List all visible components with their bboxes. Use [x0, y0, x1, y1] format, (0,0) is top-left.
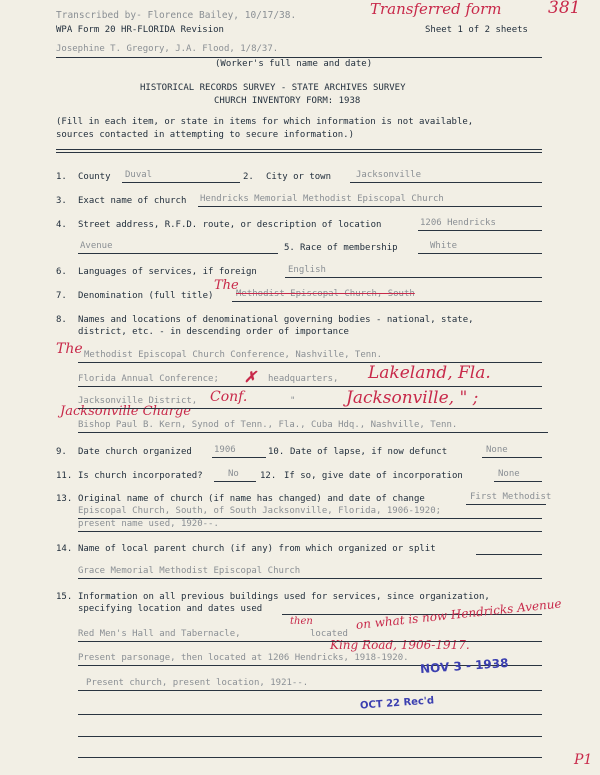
buildings-rule-6 — [78, 736, 542, 737]
transferred-form-note: Transferred form — [370, 0, 502, 18]
original-name-rule-1 — [466, 504, 546, 505]
item-11-num: 11. — [56, 471, 73, 481]
organized-value: 1906 — [214, 445, 236, 455]
incorporated-rule — [214, 481, 256, 482]
form-revision: WPA Form 20 HR-FLORIDA Revision — [56, 25, 224, 35]
buildings-line-3: Present church, present location, 1921--. — [86, 678, 309, 688]
original-name-value-3: present name used, 1920--. — [78, 519, 219, 529]
item-11-label: Is church incorporated? — [78, 471, 203, 481]
item-15-label-1: Information on all previous buildings used for services, since organization, — [78, 592, 490, 602]
item-8-num: 8. — [56, 315, 67, 325]
race-value: White — [430, 241, 458, 251]
lapse-rule — [482, 457, 542, 458]
workers-names: Josephine T. Gregory, J.A. Flood, 1/8/37. — [56, 44, 279, 54]
transcribed-by: Transcribed by- Florence Bailey, 10/17/38. — [56, 10, 297, 21]
item-13-num: 13. — [56, 494, 73, 504]
worker-caption: (Worker's full name and date) — [215, 59, 373, 69]
instructions-line2: sources contacted in attempting to secure information.) — [56, 130, 355, 140]
workers-rule — [56, 57, 542, 58]
church-name-value: Hendricks Memorial Methodist Episcopal Church — [200, 194, 444, 204]
parent-church-rule-1 — [476, 554, 542, 555]
gov-line-3: Jacksonville District, — [78, 396, 198, 406]
nov-received-stamp: NOV 3 - 1938 — [419, 655, 509, 677]
buildings-hand-2: King Road, 1906-1917. — [330, 638, 470, 652]
oct-received-stamp: OCT 22 Rec'd — [359, 695, 435, 712]
item-6-num: 6. — [56, 267, 67, 277]
item-4-num: 4. — [56, 220, 67, 230]
form-title: CHURCH INVENTORY FORM: 1938 — [214, 96, 361, 106]
buildings-rule-5 — [78, 714, 542, 715]
gov-line-3-quote: " — [290, 396, 296, 406]
gov-line-3-hand-c: Jacksonville Charge — [60, 404, 191, 419]
denomination-rule — [232, 301, 542, 302]
item-15-label-2: specifying location and dates used — [78, 604, 263, 614]
language-rule — [285, 277, 542, 278]
original-name-rule-3 — [78, 531, 542, 532]
item-2-label: City or town — [266, 172, 332, 182]
gov-strike-mark: ✗ — [244, 368, 257, 386]
item-3-num: 3. — [56, 196, 67, 206]
buildings-rule-2 — [78, 641, 542, 642]
denomination-insert: The — [214, 278, 239, 293]
divider-1 — [56, 149, 542, 150]
street-rule-2 — [78, 253, 278, 254]
incorporated-value: No — [228, 469, 239, 479]
item-7-num: 7. — [56, 291, 67, 301]
item-13-label: Original name of church (if name has changed) and date of change — [78, 494, 425, 504]
gov-line-2-hand: Lakeland, Fla. — [368, 363, 491, 383]
item-7-label: Denomination (full title) — [78, 291, 214, 301]
item-15-num: 15. — [56, 592, 73, 602]
street-value-2: Avenue — [80, 241, 113, 251]
item-12-label: If so, give date of incorporation — [284, 471, 463, 481]
original-name-value-1: First Methodist — [470, 492, 552, 502]
parent-church-rule-2 — [78, 578, 542, 579]
gov-line-2-b: headquarters, — [268, 374, 339, 384]
buildings-hand-1: on what is now Hendricks Avenue — [355, 596, 563, 632]
item-6-label: Languages of services, if foreign — [78, 267, 257, 277]
instructions-line1: (Fill in each item, or state in items for which information is not available, — [56, 117, 474, 127]
item-14-label: Name of local parent church (if any) from which organized or split — [78, 544, 436, 554]
buildings-line-2: Present parsonage, then located at 1206 Hendricks, 1918-1920. — [78, 653, 409, 663]
item-8-label-2: district, etc. - in descending order of importance — [78, 327, 349, 337]
incorporation-date-rule — [494, 481, 542, 482]
gov-rule-4 — [78, 432, 548, 433]
city-rule — [350, 182, 542, 183]
buildings-then: then — [290, 616, 313, 627]
parent-church-value: Grace Memorial Methodist Episcopal Church — [78, 566, 301, 576]
buildings-line-1-b: located — [310, 629, 348, 639]
item-14-num: 14. — [56, 544, 73, 554]
buildings-line-1: Red Men's Hall and Tabernacle, — [78, 629, 241, 639]
race-rule — [418, 253, 542, 254]
lapse-value: None — [486, 445, 508, 455]
item-5-num: 5. — [284, 243, 295, 253]
gov-line-1-insert: The — [56, 341, 83, 357]
item-4-label: Street address, R.F.D. route, or description of location — [78, 220, 382, 230]
item-1-num: 1. — [56, 172, 67, 182]
item-8-label-1: Names and locations of denominational governing bodies - national, state, — [78, 315, 474, 325]
gov-rule-2 — [78, 386, 542, 387]
county-rule — [122, 182, 240, 183]
city-value: Jacksonville — [356, 170, 422, 180]
survey-title: HISTORICAL RECORDS SURVEY - STATE ARCHIVES SURVEY — [140, 83, 406, 93]
organized-rule — [212, 457, 266, 458]
church-name-rule — [198, 206, 542, 207]
gov-line-2: Florida Annual Conference; — [78, 374, 219, 384]
item-3-label: Exact name of church — [78, 196, 187, 206]
footer-mark: P1 — [574, 752, 593, 768]
item-2-num: 2. — [243, 172, 254, 182]
original-name-value-2: Episcopal Church, South, of South Jacksonville, Florida, 1906-1920; — [78, 506, 442, 516]
item-9-label: Date church organized — [78, 447, 192, 457]
sheet-count: Sheet 1 of 2 sheets — [425, 25, 528, 35]
buildings-rule-4 — [78, 690, 542, 691]
denomination-value: Methodist Episcopal Church, South — [236, 289, 415, 299]
item-10-num: 10. — [268, 447, 285, 457]
language-value: English — [288, 265, 326, 275]
divider-2 — [56, 152, 542, 153]
gov-line-3-hand-a: Conf. — [210, 389, 248, 405]
gov-line-1: Methodist Episcopal Church Conference, Nashville, Tenn. — [84, 350, 383, 360]
page-number: 381 — [548, 0, 581, 18]
gov-rule-3 — [78, 408, 542, 409]
street-rule-1 — [418, 230, 542, 231]
incorporation-date-value: None — [498, 469, 520, 479]
buildings-rule-7 — [78, 757, 542, 758]
street-value-1: 1206 Hendricks — [420, 218, 496, 228]
item-12-num: 12. — [260, 471, 277, 481]
item-10-label: Date of lapse, if now defunct — [290, 447, 448, 457]
item-5-label: Race of membership — [300, 243, 398, 253]
item-1-label: County — [78, 172, 111, 182]
item-9-num: 9. — [56, 447, 67, 457]
county-value: Duval — [125, 170, 153, 180]
gov-line-3-hand-b: Jacksonville, " ; — [346, 388, 479, 408]
gov-line-4: Bishop Paul B. Kern, Synod of Tenn., Fla., Cuba Hdq., Nashville, Tenn. — [78, 420, 458, 430]
